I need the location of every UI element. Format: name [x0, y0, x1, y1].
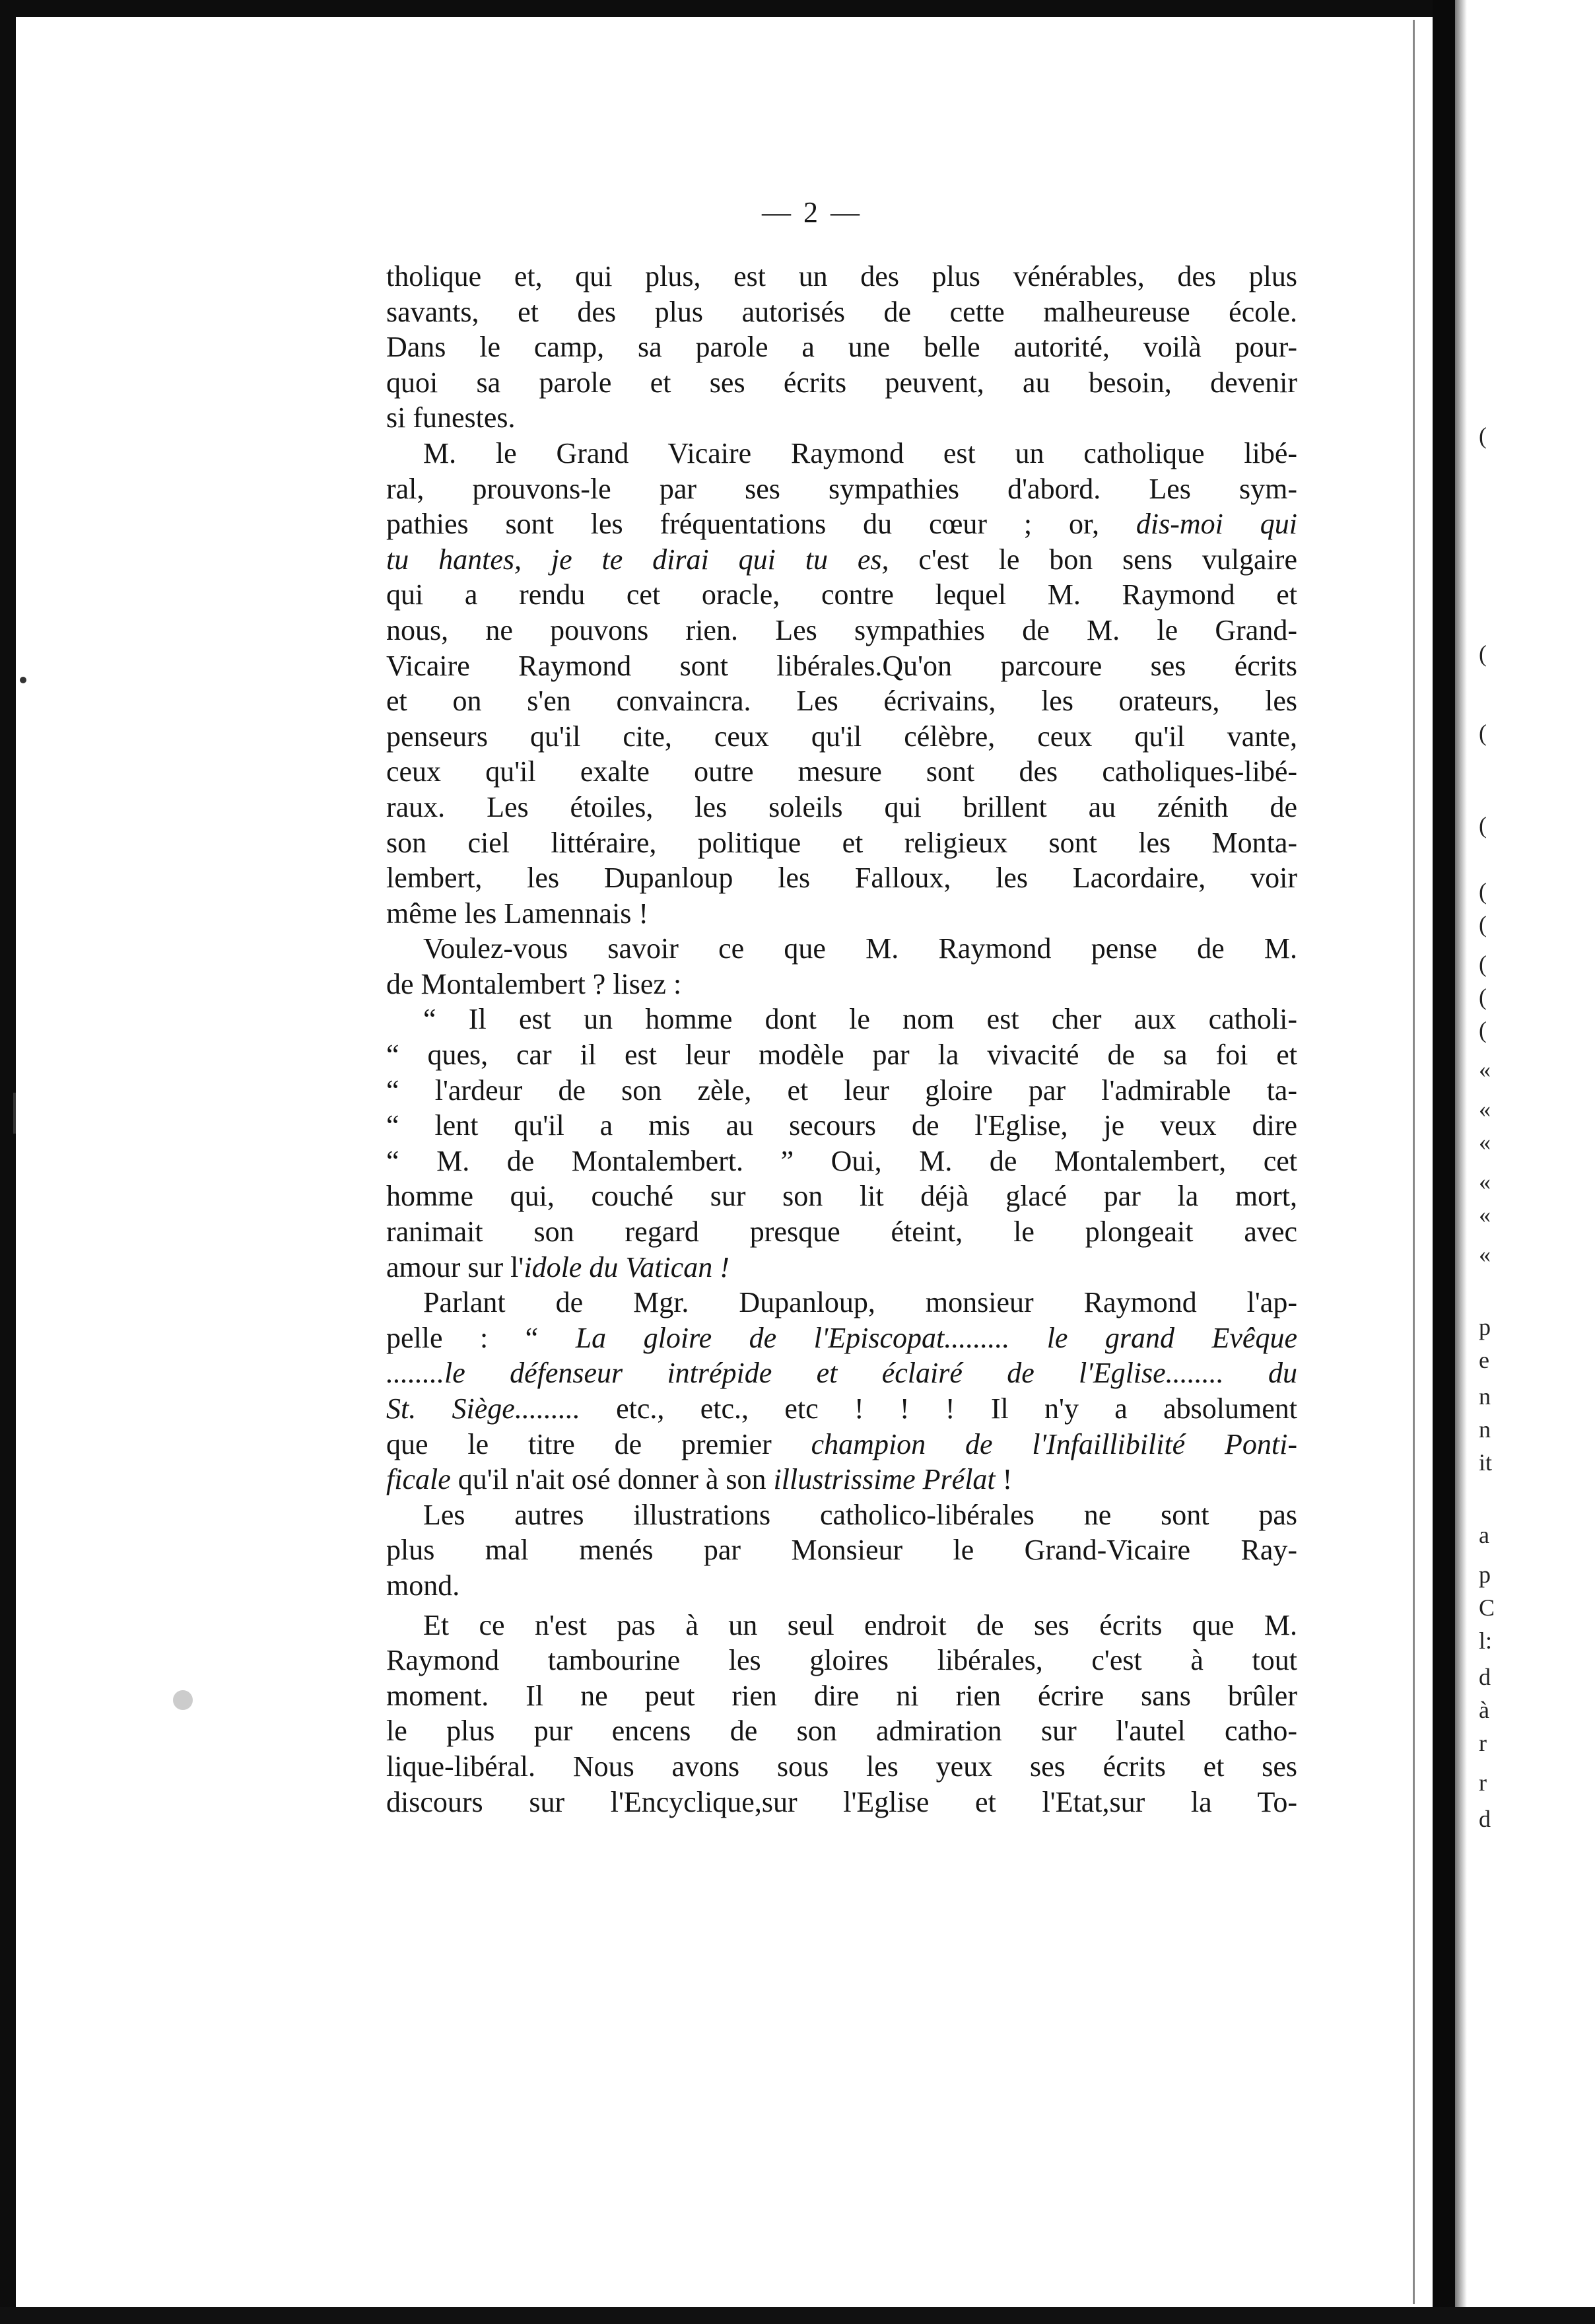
text-line — [386, 1320, 1297, 1356]
text-line — [386, 648, 1297, 684]
text-line — [386, 1568, 1297, 1604]
text-segment: “ l'ardeur de son zèle, et leur gloire par l'admirable ta- — [386, 1074, 1297, 1107]
paper-smudge — [173, 1690, 193, 1710]
adjacent-page-fragment: « — [1479, 1241, 1491, 1268]
text-line — [386, 1144, 1297, 1179]
text-line — [386, 1002, 1297, 1037]
text-segment: pelle : “ — [386, 1321, 576, 1354]
text-segment: pathies sont les fréquentations du cœur ; or, — [386, 508, 1136, 541]
text-line — [386, 790, 1297, 825]
text-line — [386, 967, 1297, 1002]
text-line — [386, 1608, 1297, 1643]
text-segment: mond. — [386, 1569, 460, 1602]
italic-text: champion de l'Infaillibilité Ponti- — [811, 1427, 1297, 1460]
adjacent-page-fragment: it — [1479, 1449, 1493, 1476]
text-segment: si funestes. — [386, 401, 516, 434]
adjacent-page-fragment: n — [1479, 1383, 1491, 1410]
text-segment: lique-libéral. Nous avons sous les yeux ses écrits et ses — [386, 1750, 1297, 1783]
text-line — [386, 1179, 1297, 1214]
text-line — [386, 1355, 1297, 1391]
text-segment: le plus pur encens de son admiration sur l'autel catho- — [386, 1715, 1297, 1748]
adjacent-page-fragment: « — [1479, 1056, 1491, 1083]
text-line — [386, 506, 1297, 542]
text-segment: ceux qu'il exalte outre mesure sont des catholiques-libé- — [386, 755, 1297, 788]
text-segment: de Montalembert ? lisez : — [386, 967, 682, 1000]
scan-bottom-edge — [0, 2307, 1595, 2324]
italic-text: St. Siège......... — [386, 1392, 580, 1425]
text-line — [386, 1108, 1297, 1144]
adjacent-page-fragment: ( — [1479, 1017, 1487, 1043]
text-segment: c'est le bon sens vulgaire — [889, 543, 1297, 576]
text-segment: Parlant de Mgr. Dupanloup, monsieur Raymond l'ap- — [423, 1286, 1297, 1319]
text-segment: etc., etc., etc ! ! ! Il n'y a absolument — [580, 1392, 1297, 1425]
adjacent-page-fragment: ( — [1479, 951, 1487, 977]
text-segment: “ lent qu'il a mis au secours de l'Eglise, je veux dire — [386, 1109, 1297, 1142]
text-line — [386, 1749, 1297, 1785]
text-line — [386, 1462, 1297, 1497]
adjacent-page-fragment: ( — [1479, 640, 1487, 667]
text-segment: Les autres illustrations catholico-libérales ne sont pas — [423, 1498, 1297, 1531]
adjacent-page-fragment: ( — [1479, 911, 1487, 938]
text-line — [386, 542, 1297, 578]
text-line — [386, 1643, 1297, 1678]
text-line — [386, 825, 1297, 861]
adjacent-page-fragment: à — [1479, 1697, 1489, 1723]
text-line — [386, 1427, 1297, 1462]
adjacent-page-fragment: « — [1479, 1096, 1491, 1122]
text-segment: M. le Grand Vicaire Raymond est un catholique libé- — [423, 436, 1297, 469]
text-line — [386, 400, 1297, 436]
text-line — [386, 860, 1297, 896]
text-line — [386, 1497, 1297, 1533]
text-segment: homme qui, couché sur son lit déjà glacé par la mort, — [386, 1180, 1297, 1213]
text-segment: et on s'en convaincra. Les écrivains, les orateurs, les — [386, 685, 1297, 718]
text-segment: discours sur l'Encyclique,sur l'Eglise et l'Etat,sur la To- — [386, 1785, 1297, 1818]
adjacent-page-fragment: ( — [1479, 720, 1487, 746]
adjacent-page-fragment: p — [1479, 1314, 1491, 1340]
scan-top-edge — [0, 0, 1595, 17]
text-line — [386, 683, 1297, 719]
adjacent-page-fragment: r — [1479, 1730, 1487, 1756]
text-line — [386, 1037, 1297, 1073]
text-segment: Dans le camp, sa parole a une belle autorité, voilà pour- — [386, 331, 1297, 364]
text-line — [386, 613, 1297, 648]
scan-mark — [20, 677, 26, 683]
adjacent-page-fragment: « — [1479, 1169, 1491, 1195]
text-segment: qu'il n'ait osé donner à son — [450, 1463, 774, 1496]
text-segment: moment. Il ne peut rien dire ni rien écrire sans brûler — [386, 1679, 1297, 1712]
text-segment: même les Lamennais ! — [386, 897, 649, 930]
text-line — [386, 1214, 1297, 1250]
adjacent-page-fragment: e — [1479, 1347, 1489, 1373]
text-line — [386, 931, 1297, 967]
adjacent-page-fragment: ( — [1479, 812, 1487, 838]
text-line — [386, 1532, 1297, 1568]
text-segment: son ciel littéraire, politique et religieux sont les Monta- — [386, 826, 1297, 859]
adjacent-page-fragment: l: — [1479, 1627, 1493, 1654]
adjacent-page-fragment: n — [1479, 1416, 1491, 1443]
text-segment: lembert, les Dupanloup les Falloux, les Lacordaire, voir — [386, 862, 1297, 895]
body-text — [386, 259, 1297, 1820]
text-segment: amour sur l' — [386, 1250, 524, 1283]
adjacent-page-fragment: p — [1479, 1561, 1491, 1588]
text-segment: qui a rendu cet oracle, contre lequel M. Raymond et — [386, 578, 1297, 611]
text-segment: que le titre de premier — [386, 1427, 811, 1460]
adjacent-page — [1467, 0, 1595, 2324]
text-segment: plus mal menés par Monsieur le Grand-Vicaire Ray- — [386, 1534, 1297, 1567]
italic-text: ficale — [386, 1463, 451, 1496]
text-segment: nous, ne pouvons rien. Les sympathies de M. le Grand- — [386, 613, 1297, 646]
text-line — [386, 577, 1297, 613]
text-line — [386, 329, 1297, 365]
text-line — [386, 294, 1297, 330]
page-edge-rule — [1413, 20, 1415, 2304]
adjacent-page-fragment: « — [1479, 1202, 1491, 1228]
text-line — [386, 471, 1297, 507]
text-line — [386, 1250, 1297, 1285]
text-line — [386, 1785, 1297, 1820]
italic-text: idole du Vatican ! — [524, 1250, 730, 1283]
adjacent-page-fragment: a — [1479, 1522, 1489, 1548]
text-segment: ! — [995, 1463, 1013, 1496]
text-line — [386, 1678, 1297, 1714]
adjacent-page-fragment: ( — [1479, 423, 1487, 449]
text-line — [386, 1713, 1297, 1749]
text-segment: ral, prouvons-le par ses sympathies d'abord. Les sym- — [386, 472, 1297, 505]
italic-text: illustrissime Prélat — [773, 1463, 996, 1496]
adjacent-page-fragment: r — [1479, 1769, 1487, 1796]
text-segment: tholique et, qui plus, est un des plus vénérables, des plus — [386, 260, 1297, 292]
adjacent-page-fragment: d — [1479, 1664, 1491, 1690]
scan-left-edge — [0, 0, 16, 2324]
adjacent-page-fragment: « — [1479, 1129, 1491, 1155]
text-segment: Vicaire Raymond sont libérales.Qu'on parcoure ses écrits — [386, 649, 1297, 682]
text-segment: “ ques, car il est leur modèle par la vivacité de sa foi et — [386, 1039, 1297, 1072]
adjacent-page-fragment: C — [1479, 1594, 1495, 1621]
text-segment: Raymond tambourine les gloires libérales, c'est à tout — [386, 1644, 1297, 1677]
italic-text: tu hantes, je te dirai qui tu es, — [386, 543, 889, 576]
text-line — [386, 259, 1297, 294]
text-line — [386, 365, 1297, 401]
text-segment: quoi sa parole et ses écrits peuvent, au besoin, devenir — [386, 366, 1297, 399]
text-segment: “ M. de Montalembert. ” Oui, M. de Montalembert, cet — [386, 1144, 1297, 1177]
gutter-shadow — [1455, 0, 1467, 2324]
text-segment: Voulez-vous savoir ce que M. Raymond pense de M. — [423, 932, 1297, 965]
book-gutter — [1433, 0, 1455, 2324]
adjacent-page-fragment: d — [1479, 1806, 1491, 1832]
scan-mark — [13, 1093, 16, 1134]
text-segment: raux. Les étoiles, les soleils qui brillent au zénith de — [386, 790, 1297, 823]
text-line — [386, 436, 1297, 471]
italic-text: dis-moi qui — [1136, 508, 1297, 541]
adjacent-page-fragment: ( — [1479, 984, 1487, 1010]
text-segment: penseurs qu'il cite, ceux qu'il célèbre, ceux qu'il vante, — [386, 720, 1297, 753]
text-line — [386, 1285, 1297, 1320]
italic-text: La gloire de l'Episcopat......... le grand Evêque — [575, 1321, 1297, 1354]
text-line — [386, 1073, 1297, 1109]
text-line — [386, 1391, 1297, 1427]
text-segment: Et ce n'est pas à un seul endroit de ses écrits que M. — [423, 1608, 1297, 1641]
text-line — [386, 896, 1297, 932]
text-segment: savants, et des plus autorisés de cette malheureuse école. — [386, 295, 1297, 328]
text-line — [386, 754, 1297, 790]
text-segment: “ Il est un homme dont le nom est cher aux catholi- — [423, 1003, 1297, 1036]
text-line — [386, 719, 1297, 755]
italic-text: ........le défenseur intrépide et éclairé de l'Eglise........ du — [386, 1357, 1297, 1390]
adjacent-page-fragment: ( — [1479, 878, 1487, 905]
text-segment: ranimait son regard presque éteint, le plongeait avec — [386, 1215, 1297, 1248]
page-number: — 2 — — [762, 196, 862, 228]
